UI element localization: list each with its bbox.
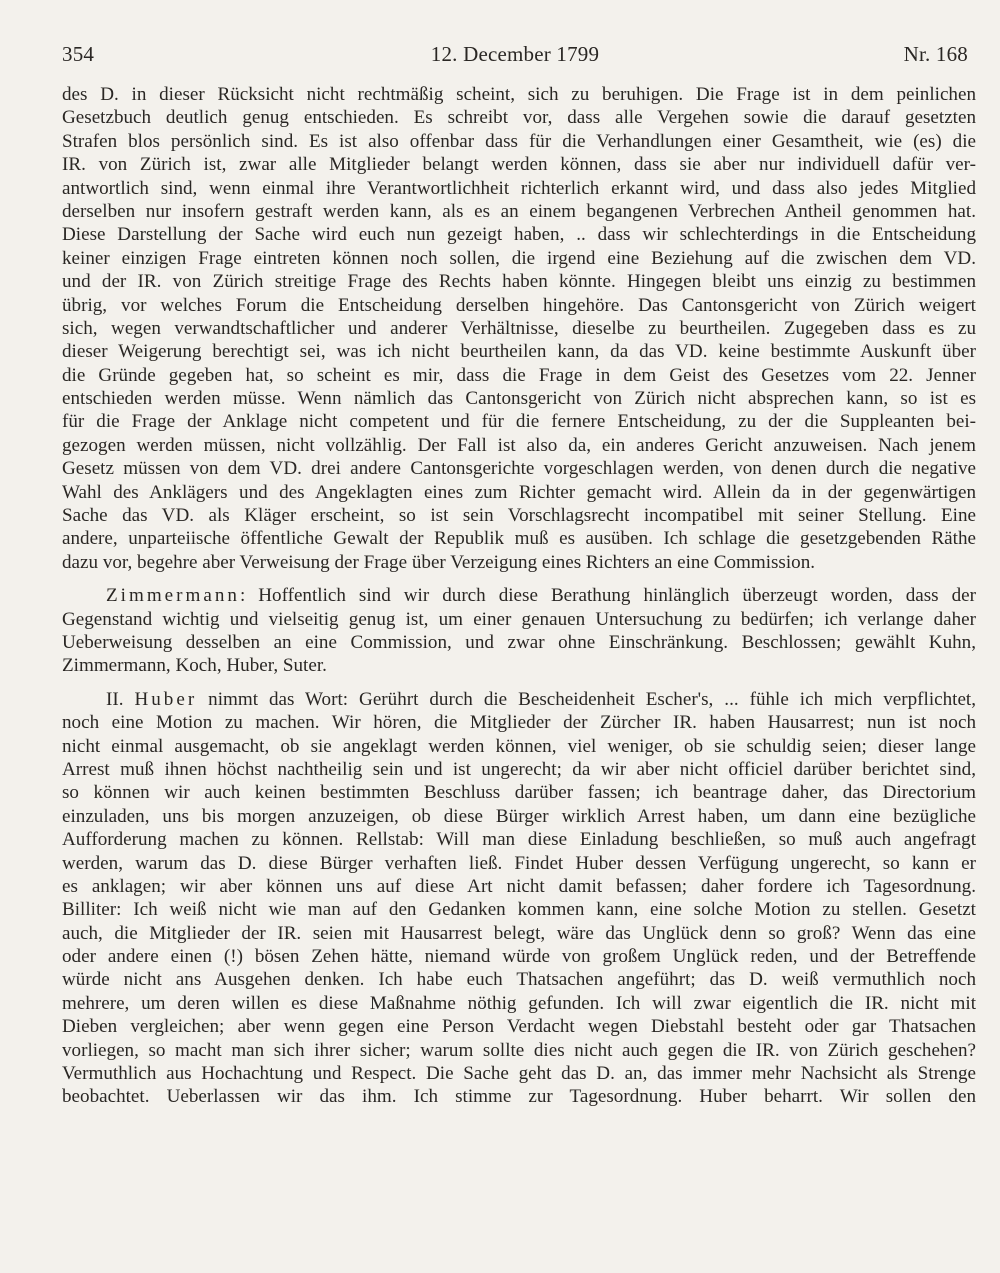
text-line: Sache das VD. als Kläger erscheint, so ist sein Vorschlagsrecht incompatibel mit seiner Stellung. Eine (62, 505, 976, 527)
text-line: so können wir auch keinen bestimmten Beschluss darüber fassen; ich beantrage daher, das Directorium (62, 782, 976, 804)
text-line: IR. von Zürich ist, zwar alle Mitglieder belangt werden können, dass sie aber nur individuell dafür ver- (62, 154, 976, 176)
text-line: beobachtet. Ueberlassen wir das ihm. Ich stimme zur Tagesordnung. Huber beharrt. Wir sollen den (62, 1086, 976, 1108)
text-run: nimmt das Wort: Gerührt durch die Bescheidenheit Escher's, ... fühle ich mich verpflichtet, (197, 688, 976, 710)
page-number: 354 (62, 42, 95, 66)
text-line: Vermuthlich aus Hochachtung und Respect. Die Sache geht das D. an, das immer mehr Nachsicht als Strenge (62, 1063, 976, 1085)
text-line: übrig, vor welches Forum die Entscheidung derselben hingehöre. Das Cantonsgericht von Zürich weigert (62, 294, 976, 316)
speaker-name: Huber (134, 688, 198, 710)
text-line: dazu vor, begehre aber Verweisung der Frage über Verzeigung eines Richters an eine Commission. (62, 551, 816, 573)
text-line: noch eine Motion zu machen. Wir hören, die Mitglieder der Zürcher IR. haben Hausarrest; nun ist noch (62, 712, 976, 734)
text-line: vorliegen, so macht man sich ihrer sicher; warum sollte dies nicht auch gegen die IR. von Zürich geschehen? (62, 1039, 976, 1061)
speaker-name: Zimmermann (106, 585, 240, 607)
text-line: Gesetzbuch deutlich genug entschieden. Es schreibt vor, dass alle Vergehen sowie die darauf gesetzten (62, 107, 976, 129)
section-prefix: II. (106, 688, 135, 710)
text-line: dieser Weigerung berechtigt sei, was ich nicht beurtheilen kann, da das VD. keine bestimmte Auskunft über (62, 341, 976, 363)
text-line: antwortlich sind, wenn einmal ihre Verantwortlichheit richterlich erkannt wird, und dass also jedes Mitglied (62, 177, 976, 199)
text-line: für die Frage der Anklage nicht competent und für die fernere Entscheidung, zu der die Suppleanten bei- (62, 411, 976, 433)
paragraph-1 (62, 83, 976, 574)
text-line: des D. in dieser Rücksicht nicht rechtmäßig scheint, sich zu beruhigen. Die Frage ist in dem peinlichen (62, 84, 976, 105)
text-line: werden, warum das D. diese Bürger verhaften ließ. Findet Huber dessen Verfügung ungerecht, so kann er (62, 852, 976, 874)
body-text (62, 83, 976, 1109)
text-line: Diese Darstellung der Sache wird euch nun gezeigt haben, .. dass wir schlechterdings in die Entscheidung (62, 224, 976, 246)
page-header (62, 42, 968, 72)
text-line: nicht einmal ausgemacht, ob sie angeklagt werden können, viel weniger, ob sie schuldig seien; dieser lange (62, 735, 976, 757)
paragraph-3 (62, 688, 976, 1109)
text-line: oder andere einen (!) bösen Zehen hätte, niemand würde von großem Unglück reden, und der Betreffende (62, 946, 976, 968)
running-header-date: 12. December 1799 (430, 42, 600, 66)
text-line: andere, unparteiische öffentliche Gewalt der Republik muß es ausüben. Ich schlage die gesetzgebenden Räthe (62, 528, 976, 550)
text-line: würde nicht ans Ausgehen denken. Ich habe euch Thatsachen angeführt; das D. weiß vermuthlich noch (62, 969, 976, 991)
paragraph-gap (62, 574, 976, 584)
paragraph-gap (62, 678, 976, 688)
text-line: es anklagen; wir aber können uns auf diese Art nicht damit befassen; daher fordere ich Tagesordnung. (62, 875, 976, 897)
text-line: die Gründe gegeben hat, so scheint es mir, dass die Frage in dem Geist des Gesetzes vom 22. Jenner (62, 364, 976, 386)
text-line: derselben nur insofern gestraft werden kann, als es an einem begangenen Verbrechen Antheil genommen hat. (62, 200, 976, 222)
text-line: keiner einzigen Frage eintreten können noch sollen, die irgend eine Beziehung auf die zwischen dem VD. (62, 247, 976, 269)
text-line (62, 688, 976, 711)
text-line: Ueberweisung desselben an eine Commission, und zwar ohne Einschränkung. Beschlossen; gewählt Kuhn, (62, 631, 976, 653)
text-line: Dieben vergleichen; aber wenn gegen eine Person Verdacht wegen Diebstahl besteht oder gar Thatsachen (62, 1016, 976, 1038)
document-number: Nr. 168 (903, 42, 968, 66)
text-line: gezogen werden müssen, nicht vollzählig. Der Fall ist also da, ein anderes Gericht anzuweisen. Nach jenem (62, 434, 976, 456)
text-line: Wahl des Anklägers und des Angeklagten eines zum Richter gemacht wird. Allein da in der gegenwärtigen (62, 481, 976, 503)
text-line: auch, die Mitglieder der IR. seien mit Hausarrest belegt, wäre das Unglück denn so groß? Wenn das eine (62, 922, 976, 944)
text-line: entschieden werden müsse. Wenn nämlich das Cantonsgericht von Zürich nicht absprechen kann, so ist es (62, 388, 976, 410)
text-line: mehrere, um deren willen es diese Maßnahme nöthig gefunden. Ich will zwar eigentlich die IR. nicht mit (62, 992, 976, 1014)
text-line: Gesetz müssen von dem VD. drei andere Cantonsgerichte vorgeschlagen werden, von denen durch die negative (62, 458, 976, 480)
text-line: Aufforderung machen zu können. Rellstab: Will man diese Einladung beschließen, so muß auch angefragt (62, 829, 976, 851)
text-line: sich, wegen verwandtschaftlicher und anderer Verhältnisse, dieselbe zu beurtheilen. Zugegeben dass es zu (62, 317, 976, 339)
text-line: Strafen blos persönlich sind. Es ist also offenbar dass für die Verhandlungen einer Gesamtheit, wie (es) die (62, 130, 976, 152)
text-line: und der IR. von Zürich streitige Frage des Rechts haben könnte. Hingegen bleibt uns einzig zu bestimmen (62, 271, 976, 293)
text-line: Billiter: Ich weiß nicht wie man auf den Gedanken kommen kann, eine solche Motion zu stellen. Gesetzt (62, 899, 976, 921)
text-line: Zimmermann, Koch, Huber, Suter. (62, 655, 327, 677)
text-line: Gegenstand wichtig und vielseitig genug ist, um einer genauen Untersuchung zu bedürfen; ich verlange daher (62, 608, 976, 630)
text-line: Arrest muß ihnen höchst nachtheilig sein und ist ungerecht; da wir aber nicht officiel darüber berichtet sind, (62, 758, 976, 780)
text-run: : Hoffentlich sind wir durch diese Berathung hinlänglich überzeugt worden, dass der (239, 585, 976, 607)
text-line: einzuladen, uns bis morgen anzuzeigen, ob diese Bürger wirklich Arrest haben, um dann eine bezügliche (62, 805, 976, 827)
paragraph-2 (62, 584, 976, 678)
text-line (62, 584, 976, 607)
